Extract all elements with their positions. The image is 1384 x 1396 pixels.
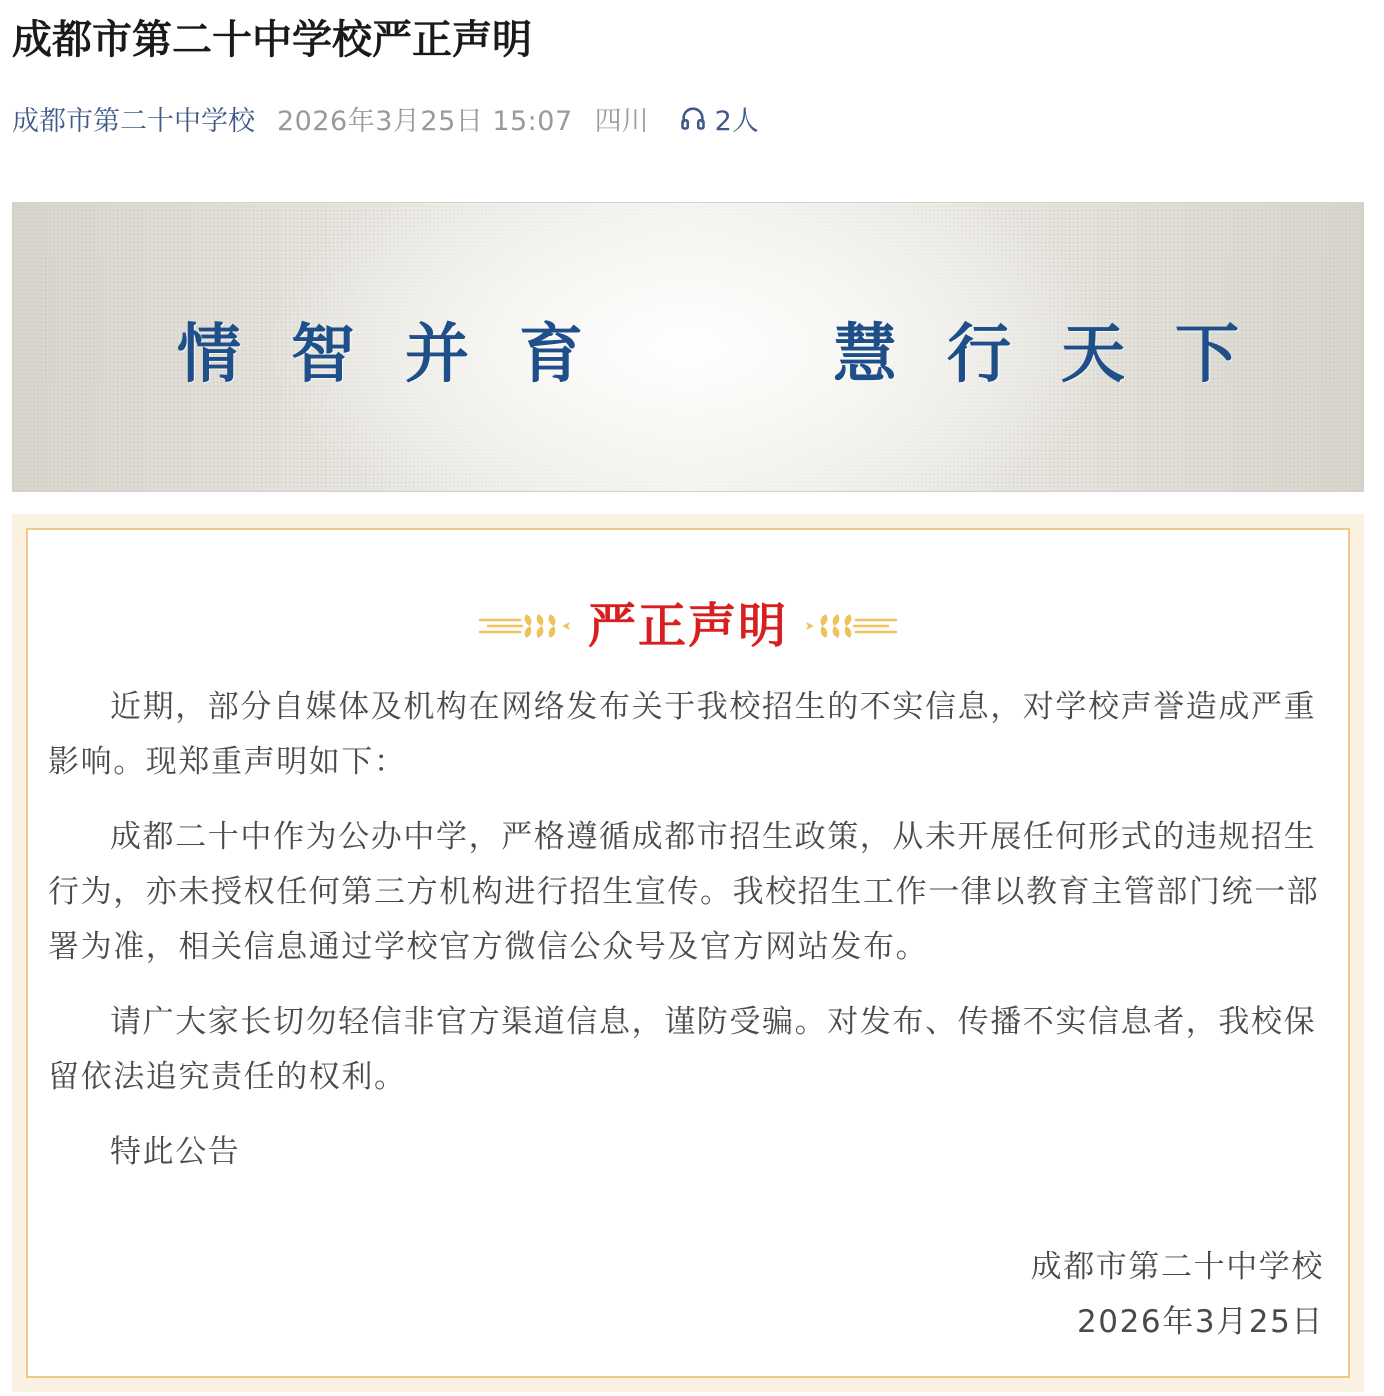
notice-paragraph: 近期，部分自媒体及机构在网络发布关于我校招生的不实信息，对学校声誉造成严重影响。现郑重声明如下： (48, 689, 1317, 780)
notice-header (28, 596, 1348, 656)
article-title: 成都市第二十中学校严正声明 (12, 17, 532, 63)
motto-left (177, 303, 633, 395)
notice-signature (1031, 1240, 1324, 1350)
motto-char: 情 (177, 318, 241, 392)
notice-paragraph: 请广大家长切勿轻信非官方渠道信息，谨防受骗。对发布、传播不实信息者，我校保留依法追究责任的权利。 (48, 1004, 1317, 1095)
notice-paragraph: 成都二十中作为公办中学，严格遵循成都市招生政策，从未开展任何形式的违规招生行为，亦未授权任何第三方机构进行招生宣传。我校招生工作一律以教育主管部门统一部署为准，相关信息通过学校官方微信公众号及官方网站发布。 (48, 819, 1320, 965)
listen-button[interactable] (679, 99, 759, 138)
motto-char: 慧 (833, 318, 897, 392)
signature-org: 成都市第二十中学校 (1030, 1249, 1324, 1285)
listener-count: 2人 (714, 105, 759, 137)
wheat-ears-left-icon (478, 606, 574, 646)
motto-char: 下 (1175, 318, 1239, 392)
notice-frame (12, 514, 1364, 1392)
notice-heading: 严正声明 (587, 598, 788, 654)
motto-char: 并 (405, 318, 469, 392)
article-meta (12, 98, 759, 138)
publish-location: 四川 (594, 105, 649, 137)
motto-right (833, 303, 1289, 395)
signature-date: 2026年3月25日 (1076, 1304, 1324, 1340)
motto-char: 天 (1061, 318, 1125, 392)
notice-card (26, 528, 1350, 1378)
motto-char: 智 (291, 318, 355, 392)
notice-body (48, 680, 1330, 1200)
motto-char: 行 (947, 318, 1011, 392)
author-link[interactable]: 成都市第二十中学校 (12, 105, 255, 137)
motto-banner (12, 202, 1364, 492)
wheat-ears-right-icon (802, 606, 898, 646)
motto-char: 育 (519, 318, 583, 392)
publish-date: 2026年3月25日 15:07 (277, 105, 573, 137)
headphones-icon (679, 104, 707, 132)
notice-closing: 特此公告 (110, 1134, 241, 1170)
